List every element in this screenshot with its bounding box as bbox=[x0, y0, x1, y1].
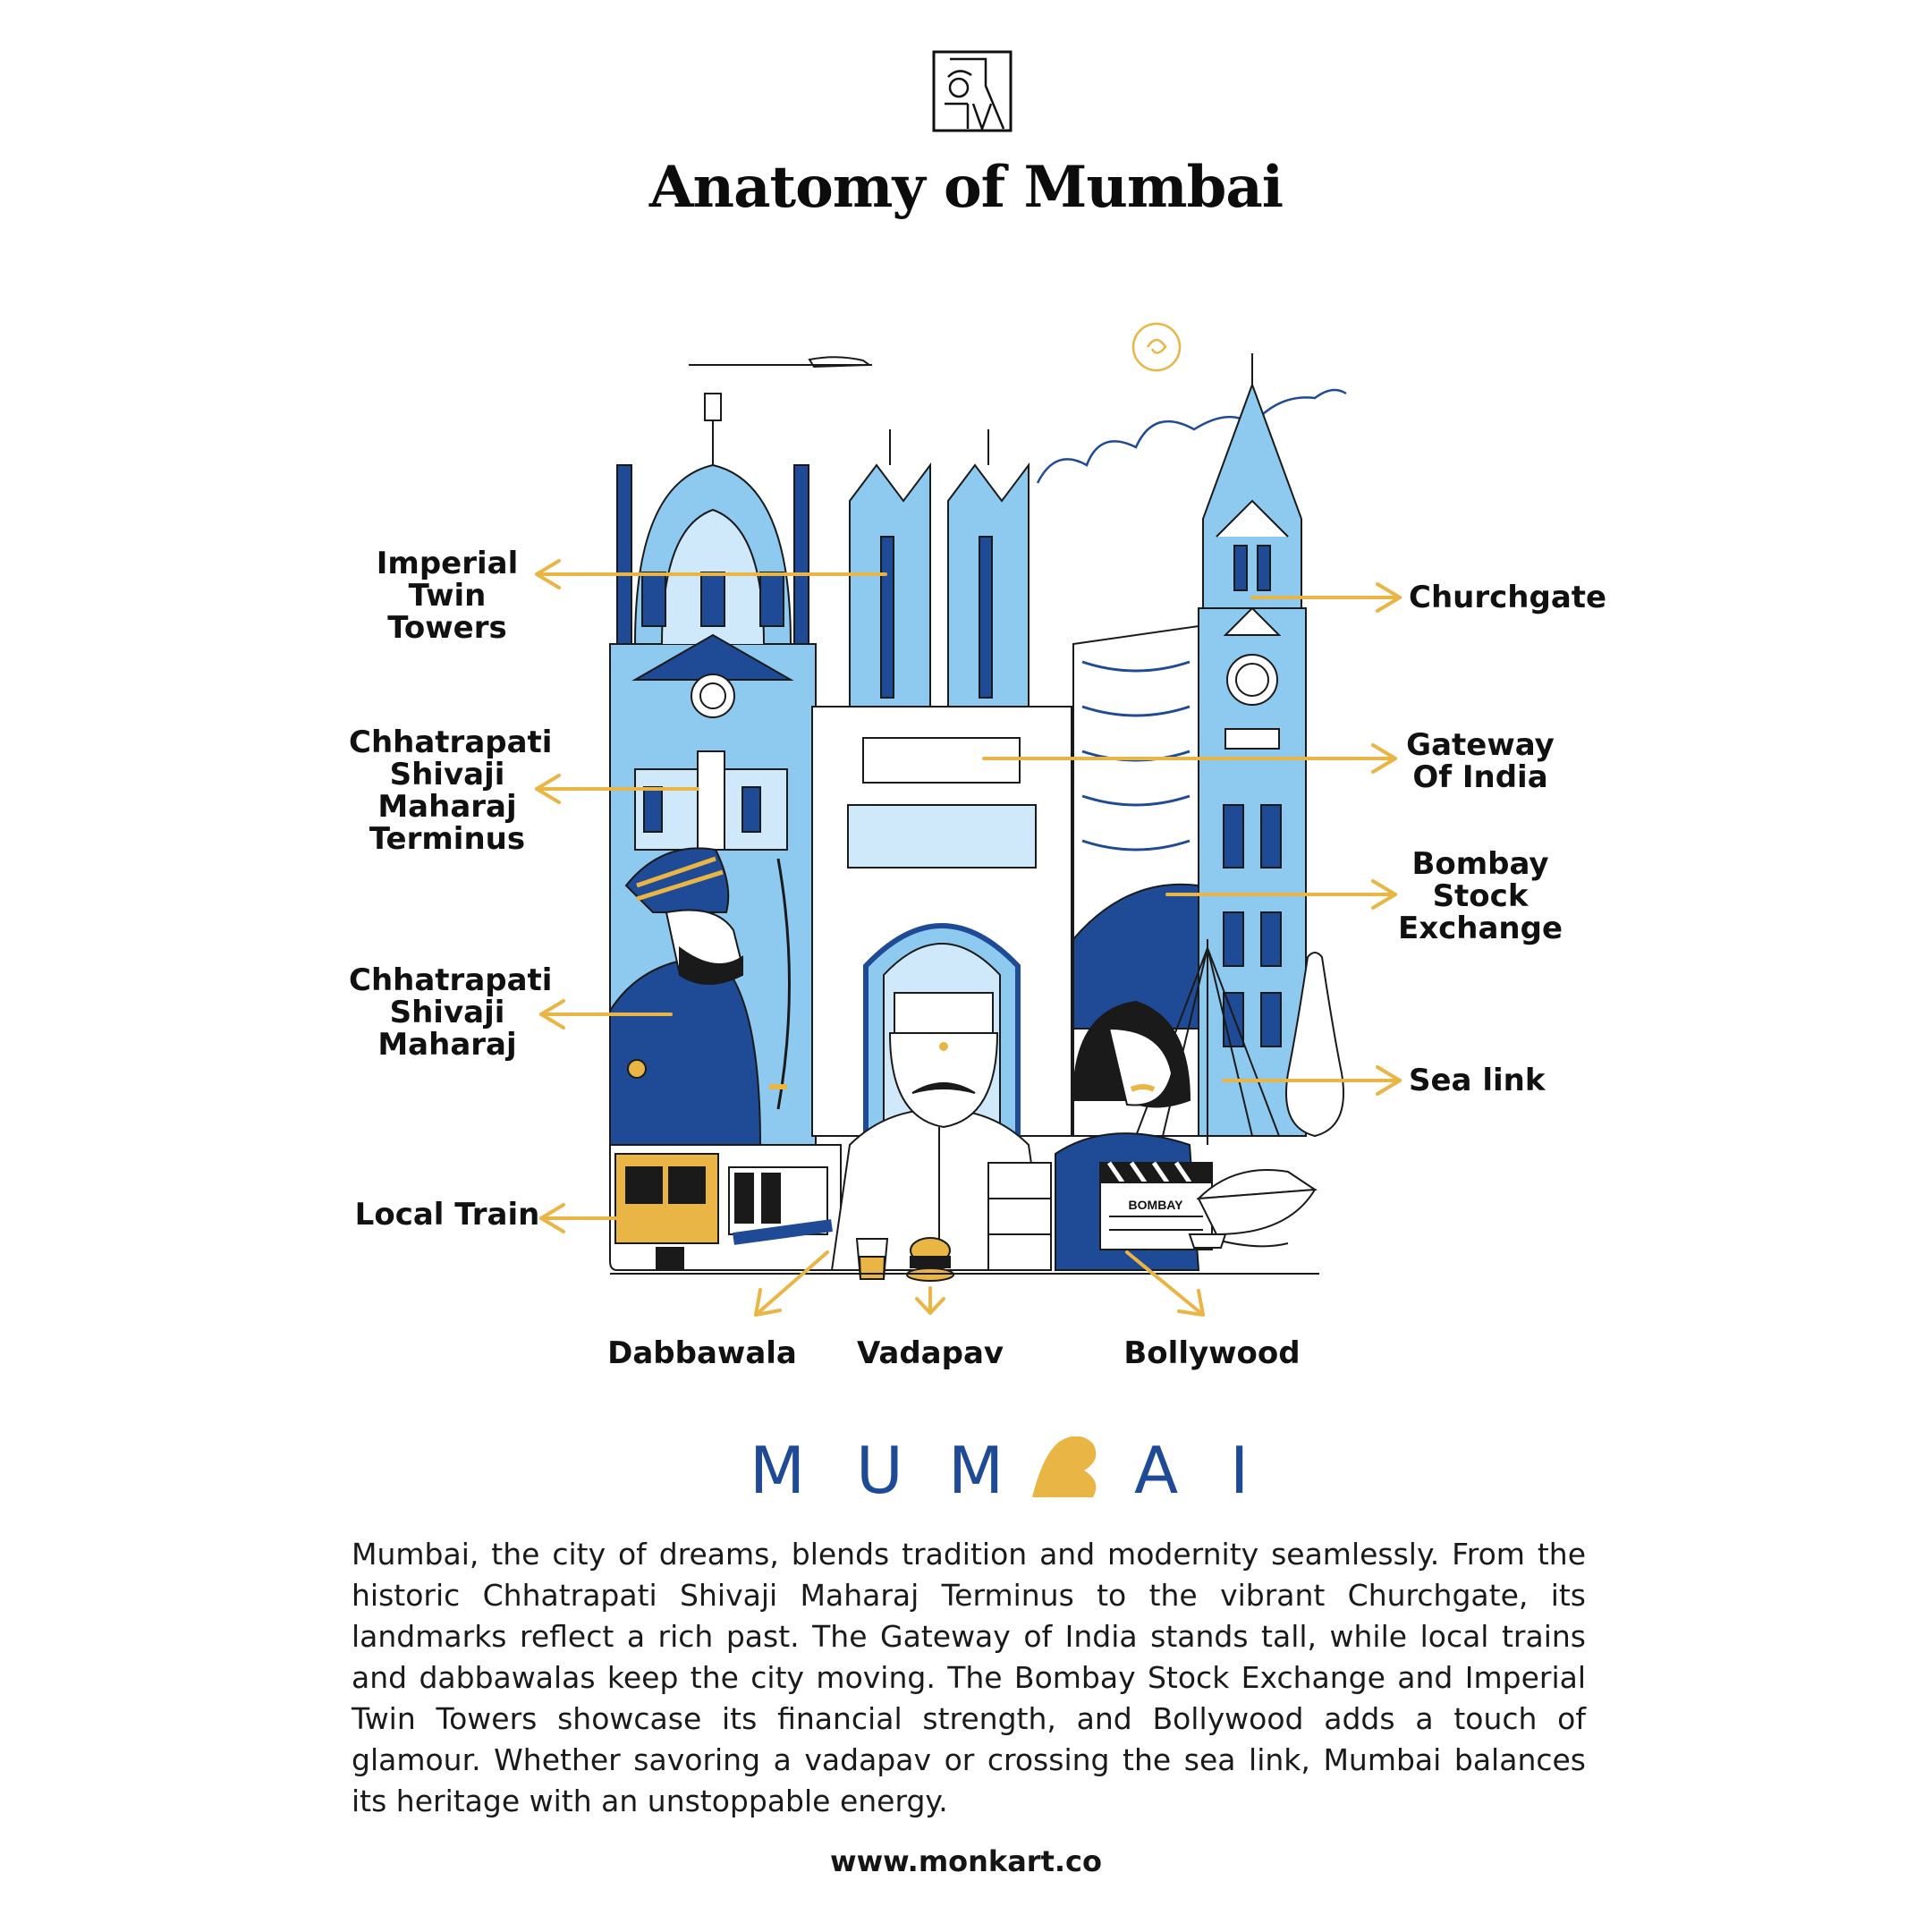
wordmark-letter: A bbox=[1134, 1433, 1179, 1508]
label-gateway: Gateway Of India bbox=[1406, 727, 1555, 795]
label-bse: Bombay Stock Exchange bbox=[1397, 846, 1563, 946]
sun-icon bbox=[1133, 324, 1180, 370]
label-dabbawala: Dabbawala bbox=[607, 1335, 797, 1371]
label-local-train: Local Train bbox=[354, 1197, 540, 1233]
wordmark-letter: U bbox=[856, 1433, 903, 1508]
clapboard-text: BOMBAY bbox=[1128, 1198, 1183, 1212]
local-train bbox=[610, 1145, 841, 1270]
twin-towers bbox=[850, 429, 1029, 707]
label-cst: Chhatrapati Shivaji Maharaj Terminus bbox=[349, 724, 553, 857]
description-paragraph: Mumbai, the city of dreams, blends tradition and modernity seamlessly. From the historic Chhatrapati Shivaji Maharaj Terminus to the vibrant Churchgate, its landmarks reflect a rich past. The Gateway of India stands tall, while local trains and dabbawalas keep the city moving. The Bombay Stock Exchange and Imperial Twin Towers showcase its financial strength, and Bollywood adds a touch of glamour. Whether savoring a vadapav or crossing the sea link, Mumbai balances its heritage with an unstoppable energy. bbox=[352, 1537, 1586, 1818]
dabba-icon bbox=[988, 1163, 1051, 1270]
churchgate-tower bbox=[1199, 353, 1306, 1136]
wordmark-letter: I bbox=[1230, 1433, 1250, 1508]
wordmark-letter: M bbox=[948, 1433, 1004, 1508]
label-shivaji: Chhatrapati Shivaji Maharaj bbox=[349, 962, 553, 1063]
label-bollywood: Bollywood bbox=[1123, 1335, 1301, 1371]
mumbai-wordmark bbox=[0, 1433, 1932, 1513]
label-churchgate: Churchgate bbox=[1409, 580, 1607, 615]
label-vadapav: Vadapav bbox=[856, 1335, 1004, 1371]
label-twin-towers: Imperial Twin Towers bbox=[376, 546, 519, 646]
heart-icon bbox=[1029, 1436, 1100, 1504]
page-title: Anatomy of Mumbai bbox=[648, 154, 1284, 221]
cloud-outline bbox=[1038, 390, 1346, 483]
wordmark-letter: M bbox=[750, 1433, 806, 1508]
label-sea-link: Sea link bbox=[1409, 1063, 1546, 1098]
airplane-icon bbox=[689, 357, 872, 367]
website-link[interactable]: www.monkart.co bbox=[830, 1844, 1102, 1878]
